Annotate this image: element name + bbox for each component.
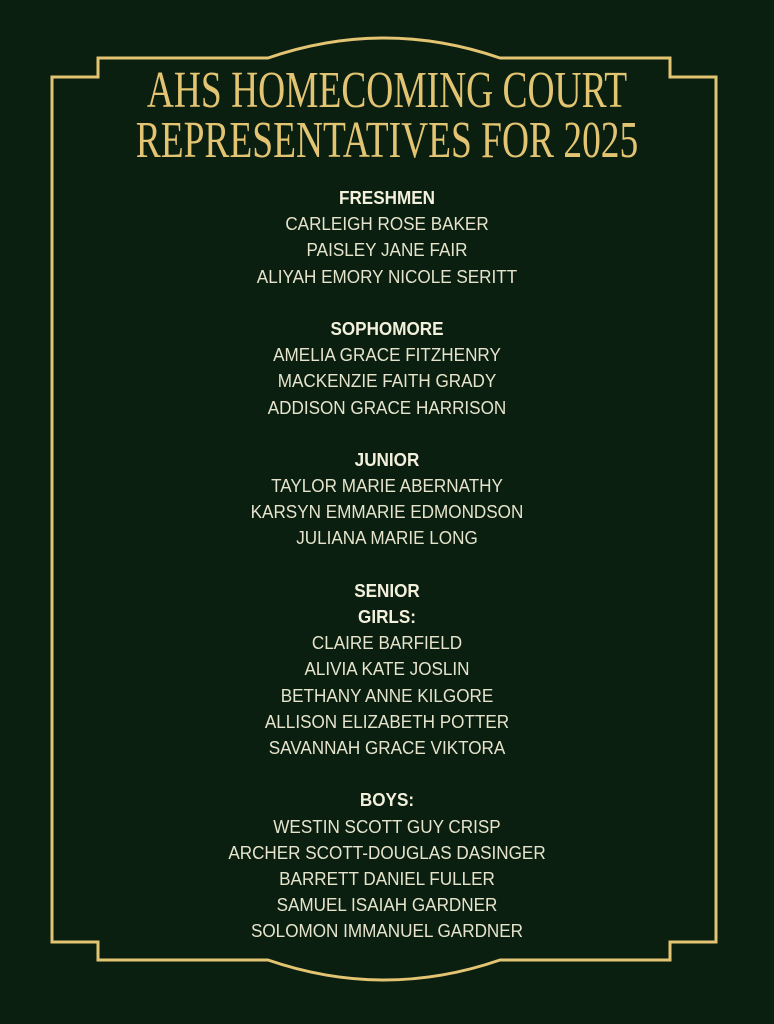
list-item: PAISLEY JANE FAIR [306, 240, 468, 261]
list-item: BETHANY ANNE KILGORE [280, 685, 494, 706]
list-item: SAMUEL ISAIAH GARDNER [276, 895, 498, 916]
title-line-1: AHS HOMECOMING COURT [146, 62, 628, 119]
list-item: BARRETT DANIEL FULLER [279, 868, 495, 889]
section-subheading: GIRLS: [358, 607, 416, 627]
spacer [19, 421, 754, 447]
spacer [19, 761, 754, 787]
list-item: KARSYN EMMARIE EDMONDSON [250, 502, 524, 523]
list-item: ALLISON ELIZABETH POTTER [264, 711, 510, 732]
list-item: ADDISON GRACE HARRISON [267, 397, 507, 418]
section-heading: JUNIOR [354, 449, 420, 470]
list-item: SAVANNAH GRACE VIKTORA [268, 737, 506, 758]
section-heading: BOYS: [359, 790, 415, 811]
court-list [0, 185, 774, 944]
list-item: SOLOMON IMMANUEL GARDNER [250, 921, 524, 942]
section-heading: SENIOR [354, 580, 420, 601]
spacer [19, 552, 754, 578]
list-item: ARCHER SCOTT-DOUGLAS DASINGER [228, 842, 546, 863]
list-item: WESTIN SCOTT GUY CRISP [273, 816, 501, 837]
list-item: CLAIRE BARFIELD [311, 633, 463, 654]
list-item: JULIANA MARIE LONG [296, 528, 478, 549]
section-heading: FRESHMEN [339, 188, 435, 208]
list-item: MACKENZIE FAITH GRADY [277, 371, 497, 392]
list-item: ALIYAH EMORY NICOLE SERITT [256, 266, 518, 287]
list-item: AMELIA GRACE FITZHENRY [273, 345, 501, 366]
list-item: TAYLOR MARIE ABERNATHY [271, 476, 503, 497]
list-item: ALIVIA KATE JOSLIN [304, 659, 470, 680]
title-line-2: REPRESENTATIVES FOR 2025 [135, 112, 639, 169]
spacer [19, 290, 754, 316]
section-heading: SOPHOMORE [330, 318, 444, 339]
list-item: CARLEIGH ROSE BAKER [285, 214, 489, 235]
page-title [0, 62, 774, 169]
